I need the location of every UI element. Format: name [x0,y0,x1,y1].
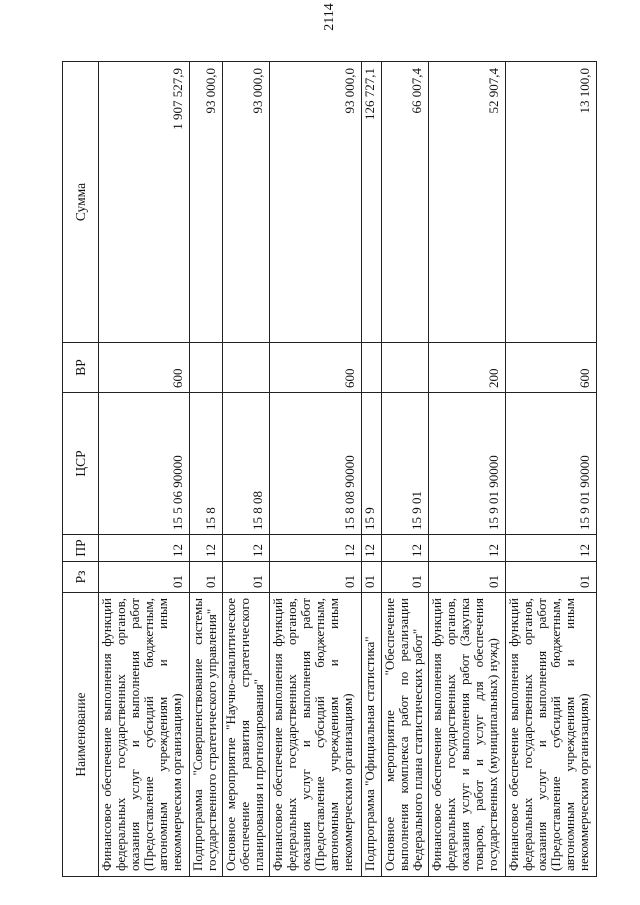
table-header-row [63,62,99,877]
row-sum: 93 000,0 [190,62,223,343]
table-row [361,62,381,877]
row-name: Финансовое обеспечение выполнения функций федеральных государственных органов, оказания услуг и выполнения работ (Предоставление субсидий бюджетным, автономным учреждениям и иным некоммерческим организациям) [270,593,361,877]
header-vr: ВР [63,343,99,393]
table-row [428,62,505,877]
header-name: Наименование [63,593,99,877]
row-rz: 01 [381,562,428,593]
budget-table [62,61,597,877]
row-name: Финансовое обеспечение выполнения функций федеральных государственных органов, оказания услуг и выполнения работ (Предоставление субсидий бюджетным, автономным учреждениям и иным некоммерческим организациям) [505,593,596,877]
table-row [381,62,428,877]
row-rz: 01 [428,562,505,593]
row-sum: 52 907,4 [428,62,505,343]
row-csr: 15 8 [190,393,223,535]
row-rz: 01 [190,562,223,593]
row-vr [381,343,428,393]
row-rz: 01 [222,562,269,593]
row-csr: 15 9 01 90000 [505,393,596,535]
row-pr: 12 [361,535,381,562]
row-name: Подпрограмма "Официальная статистика" [361,593,381,877]
row-csr: 15 5 06 90000 [99,393,190,535]
row-sum: 93 000,0 [222,62,269,343]
row-rz: 01 [99,562,190,593]
row-vr: 600 [270,343,361,393]
row-pr: 12 [428,535,505,562]
table-row [190,62,223,877]
row-name: Основное мероприятие "Научно-аналитическое обеспечение развития стратегического планирования и прогнозирования" [222,593,269,877]
row-csr: 15 9 01 90000 [428,393,505,535]
row-rz: 01 [505,562,596,593]
row-sum: 93 000,0 [270,62,361,343]
row-pr: 12 [381,535,428,562]
row-vr [222,343,269,393]
row-vr: 600 [505,343,596,393]
row-name: Подпрограмма "Совершенствование системы государственного стратегического управления" [190,593,223,877]
row-pr: 12 [190,535,223,562]
rotated-table-container [62,62,597,877]
row-vr: 600 [99,343,190,393]
row-rz: 01 [270,562,361,593]
row-name: Финансовое обеспечение выполнения функций федеральных государственных органов, оказания услуг и выполнения работ (Предоставление субсидий бюджетным, автономным учреждениям и иным некоммерческим организациям) [99,593,190,877]
row-vr [361,343,381,393]
row-csr: 15 9 01 [381,393,428,535]
row-pr: 12 [505,535,596,562]
row-csr: 15 8 08 90000 [270,393,361,535]
row-name: Основное мероприятие "Обеспечение выполнения комплекса работ по реализации Федерального плана статистических работ" [381,593,428,877]
row-vr [190,343,223,393]
row-rz: 01 [361,562,381,593]
row-name: Финансовое обеспечение выполнения функций федеральных государственных органов, оказания услуг и выполнения работ (Закупка товаров, работ и услуг для обеспечения государственных (муниципальных) нужд) [428,593,505,877]
row-pr: 12 [270,535,361,562]
header-sum: Сумма [63,62,99,343]
table-row [222,62,269,877]
row-sum: 66 007,4 [381,62,428,343]
row-csr: 15 8 08 [222,393,269,535]
row-pr: 12 [222,535,269,562]
table-row [505,62,596,877]
header-rz: Рз [63,562,99,593]
row-sum: 126 727,1 [361,62,381,343]
header-csr: ЦСР [63,393,99,535]
page-number: 2114 [322,3,337,31]
row-vr: 200 [428,343,505,393]
table-row [99,62,190,877]
row-csr: 15 9 [361,393,381,535]
row-sum: 13 100,0 [505,62,596,343]
row-pr: 12 [99,535,190,562]
table-row [270,62,361,877]
row-sum: 1 907 527,9 [99,62,190,343]
header-pr: ПР [63,535,99,562]
